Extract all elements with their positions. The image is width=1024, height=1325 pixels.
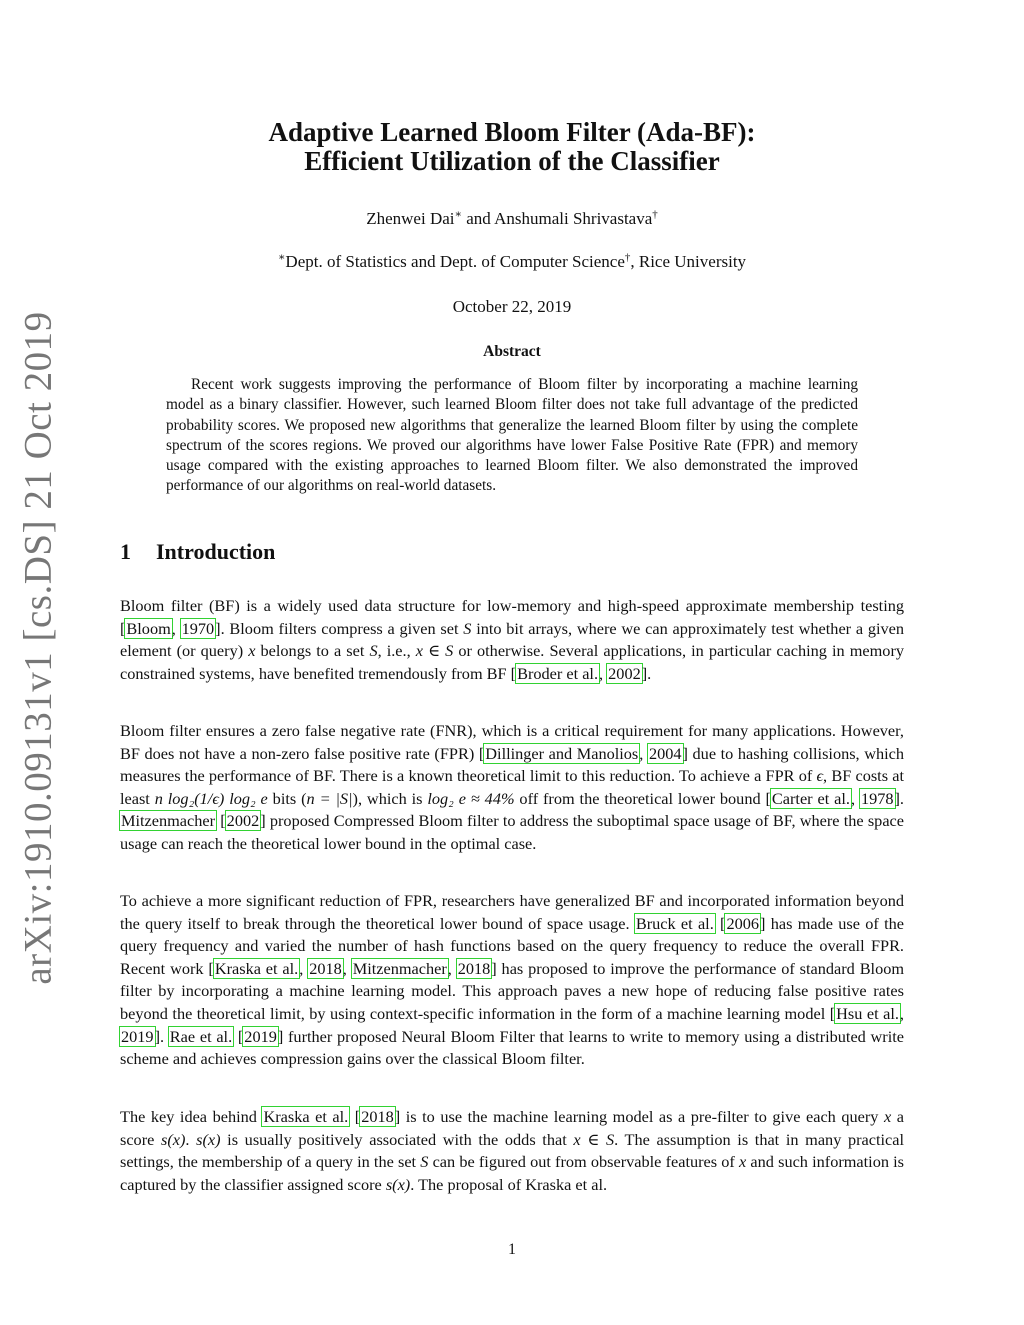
citation-link[interactable]: 2019 xyxy=(244,1026,277,1046)
citation-link[interactable]: Carter et al. xyxy=(771,788,850,808)
author-1: Zhenwei Dai xyxy=(366,209,455,228)
math: s(x) xyxy=(385,1174,411,1194)
math: log₂ e ≈ 44% xyxy=(427,788,515,808)
citation-link[interactable]: Broder et al. xyxy=(517,663,599,683)
citation-link[interactable]: Bruck et al. xyxy=(635,913,714,933)
authors: Zhenwei Dai∗ and Anshumali Shrivastava† xyxy=(366,208,658,228)
math: x xyxy=(883,1107,892,1126)
paper-title-line-1: Adaptive Learned Bloom Filter (Ada-BF): xyxy=(268,117,756,147)
math: x ∈ S xyxy=(573,1129,615,1149)
math: x xyxy=(739,1152,747,1172)
section-title: Introduction xyxy=(156,539,276,564)
author-2: Anshumali Shrivastava xyxy=(494,209,653,228)
citation-link[interactable]: 2018 xyxy=(457,958,491,978)
math: S xyxy=(420,1152,429,1172)
math: S xyxy=(369,641,378,661)
citation-link[interactable]: 1978 xyxy=(860,788,894,808)
paragraph-4: The key idea behind Kraska et al. [2018] is to use the machine learning model as a pre-filter to give each query x a score s(x). s(x) is usually positively associated with the odds that x ∈ S. The assumption is that in many practical settings, the membership of a query in the set S can be figured out from observable features of x and such information is captured by the classifier assigned score s(x). The proposal of Kraska et al. xyxy=(120,1107,905,1194)
citation-link[interactable]: Mitzenmacher xyxy=(352,958,447,978)
citation-link[interactable]: Dillinger and Manolios xyxy=(485,743,639,763)
abstract-heading: Abstract xyxy=(483,343,541,360)
citation-link[interactable]: 2002 xyxy=(226,811,260,831)
citation-link[interactable]: Mitzenmacher xyxy=(121,811,216,831)
math: s(x) xyxy=(161,1129,186,1149)
citation-link[interactable]: 2018 xyxy=(309,958,342,978)
math: s(x) xyxy=(196,1129,221,1149)
section-number: 1 xyxy=(120,539,131,564)
paper-date: October 22, 2019 xyxy=(452,297,572,316)
paragraph-2: Bloom filter ensures a zero false negative rate (FNR), which is a critical requirement for many applications. However, BF does not have a non-zero false positive rate (FPR) [Dillinger and Manolios, 2004] due to hashing collisions, which measures the performance of BF. There is a known theoretical limit to this reduction. To achieve a FPR of ϵ, BF costs at least n log₂(1/ϵ) log₂ e bits (n = |S|), which is log₂ e ≈ 44% off from the theoretical lower bound [Carter et al., 1978]. Mitzenmacher [2002] proposed Compressed Bloom filter to address the suboptimal space usage of BF, where the space usage can reach the theoretical lower bound in the optimal case. xyxy=(120,721,905,853)
paper-title-line-2: Efficient Utilization of the Classifier xyxy=(304,146,720,176)
citation-link[interactable]: 2019 xyxy=(121,1026,154,1046)
section-heading-introduction xyxy=(120,539,275,565)
abstract-text: Recent work suggests improving the performance of Bloom filter by incorporating a machine learning model as a binary classifier. However, such learned Bloom filter does not take full advantage of the predicted probability scores. We proposed new algorithms that generalize the learned Bloom filter by using the complete spectrum of the scores regions. We proved our algorithms have lower False Positive Rate (FPR) and memory usage compared with the existing approaches to learned Bloom filter. We also demonstrated the improved performance of our algorithms on real-world datasets. xyxy=(166,376,858,495)
citation-link[interactable]: 2004 xyxy=(648,743,682,763)
citation-link[interactable]: 2018 xyxy=(361,1107,394,1126)
math: x ∈ S xyxy=(415,641,454,661)
paragraph-1: Bloom filter (BF) is a widely used data structure for low-memory and high-speed approximate membership testing [Bloom, 1970]. Bloom filters compress a given set S into bit arrays, where we can approximately test whether a given element (or query) x belongs to a set S, i.e., x ∈ S or otherwise. Several applications, in particular caching in memory constrained systems, have benefited tremendously from BF [Broder et al., 2002]. xyxy=(120,596,905,683)
page-number: 1 xyxy=(508,1241,516,1258)
math: S xyxy=(463,618,472,638)
affiliation: ∗Dept. of Statistics and Dept. of Computer Science†, Rice University xyxy=(277,251,747,271)
citation-link[interactable]: Kraska et al. xyxy=(214,958,299,978)
math: ϵ xyxy=(816,766,824,786)
math: n log₂(1/ϵ) log₂ e xyxy=(154,788,268,808)
citation-link[interactable]: Bloom xyxy=(126,618,171,638)
citation-link[interactable]: 2002 xyxy=(608,663,641,683)
math: n = |S| xyxy=(306,788,353,808)
citation-link[interactable]: Hsu et al. xyxy=(836,1003,899,1023)
citation-link[interactable]: Kraska et al. xyxy=(263,1107,349,1126)
citation-link[interactable]: Rae et al. xyxy=(169,1026,233,1046)
citation-link[interactable]: 1970 xyxy=(181,618,215,638)
citation-link[interactable]: 2006 xyxy=(726,913,760,933)
math: x xyxy=(248,641,256,661)
paragraph-3: To achieve a more significant reduction of FPR, researchers have generalized BF and incorporated information beyond the query itself to break through the theoretical lower bound of space usage. Bruck et al. [2006] has made use of the query frequency and varied the number of hash functions based on the query frequency to reduce the overall FPR. Recent work [Kraska et al., 2018, Mitzenmacher, 2018] has proposed to improve the performance of standard Bloom filter by incorporating a machine learning model. This approach paves a new hope of reducing false positive rates beyond the theoretical limit, by using context-specific information in the form of a machine learning model [Hsu et al., 2019]. Rae et al. [2019] further proposed Neural Bloom Filter that learns to write to memory using a distributed write scheme and achieves compression gains over the classical Bloom filter. xyxy=(120,891,905,1069)
